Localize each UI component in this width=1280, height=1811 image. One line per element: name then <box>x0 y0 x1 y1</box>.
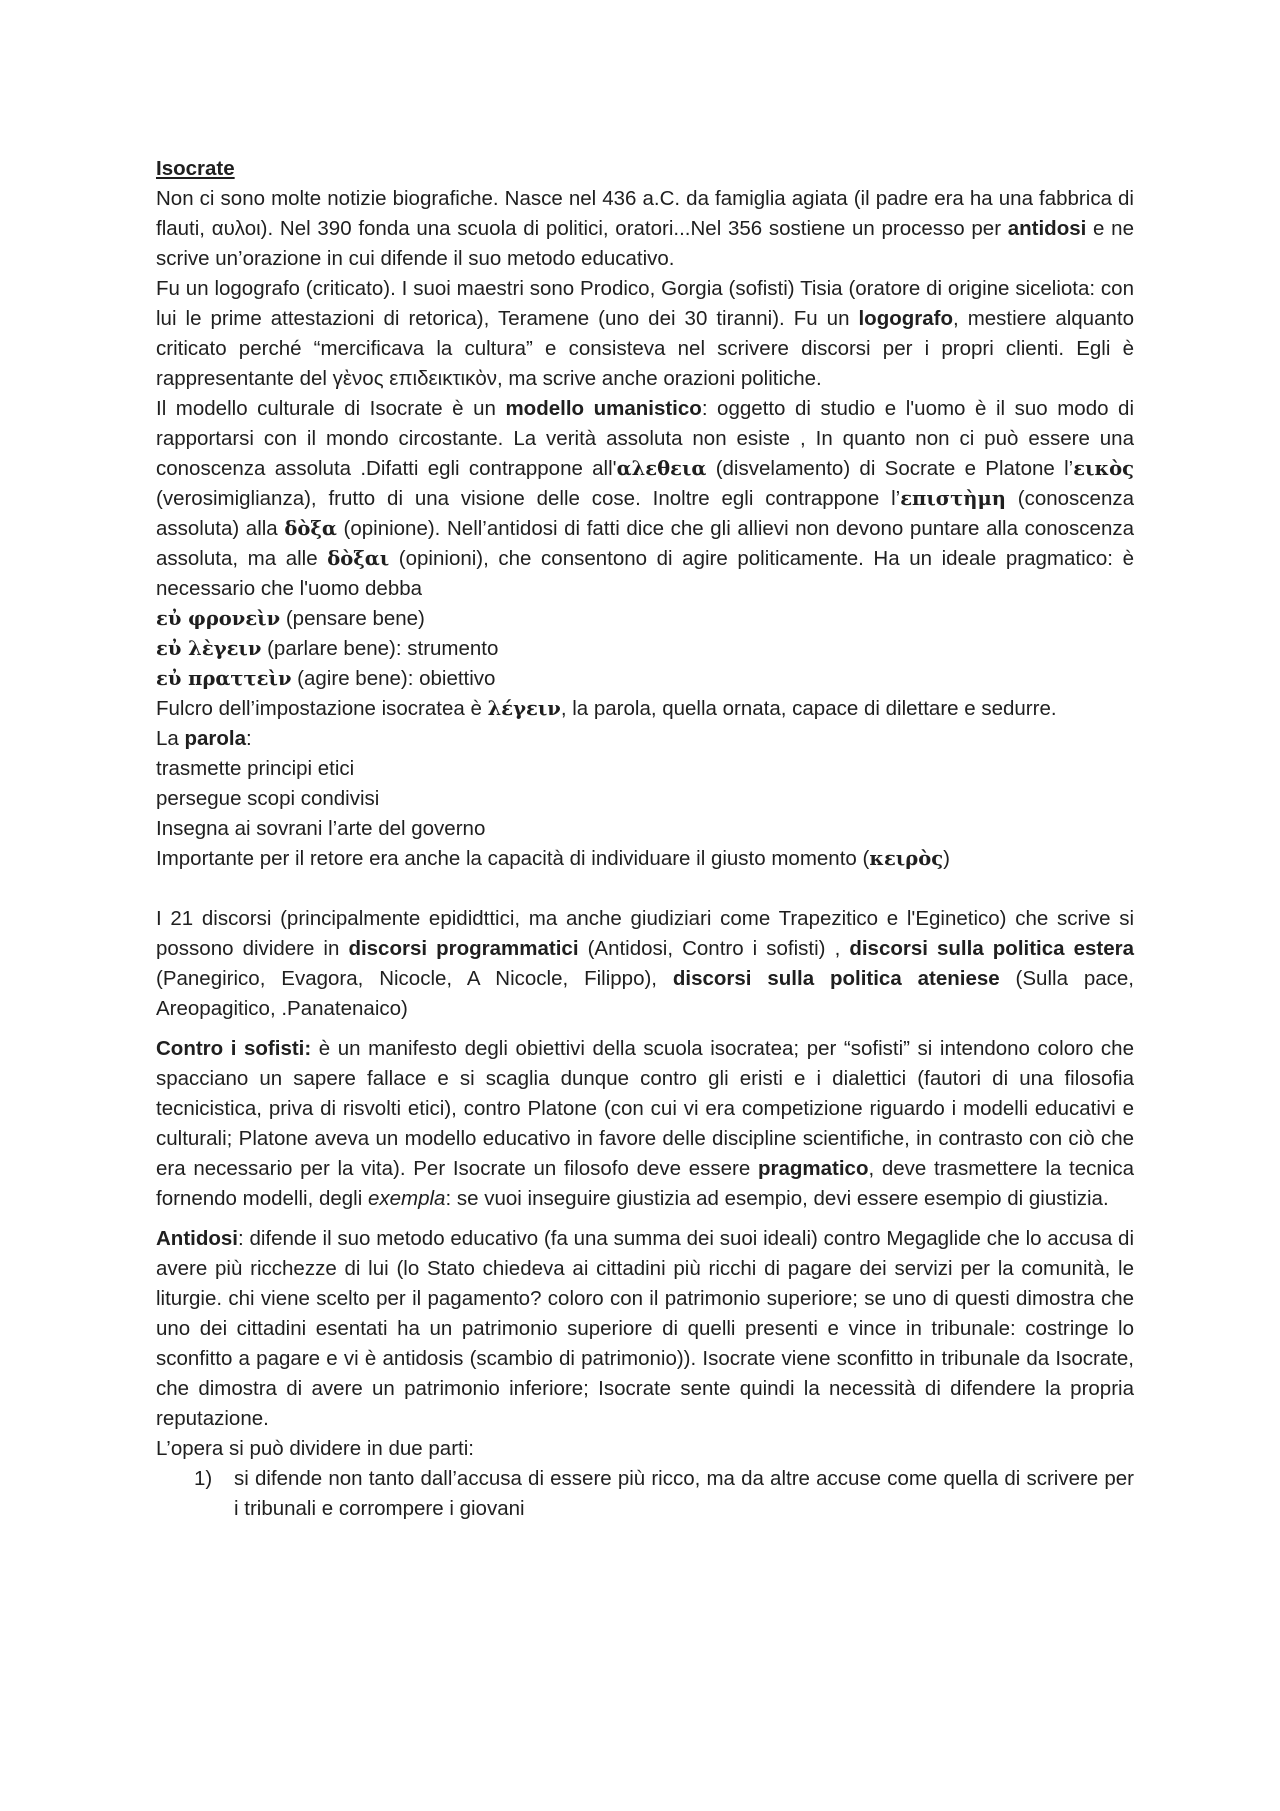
text-run: e ne scrive un’orazione in cui difende il suo metodo educativo. <box>156 217 1134 270</box>
bold-term: αλεθεια <box>616 457 707 480</box>
greek-term: εὐ φρονεὶν <box>156 607 281 630</box>
bold-term: επιστὴμη <box>900 487 1006 510</box>
text-run: I 21 discorsi (principalmente epididttici, ma anche giudiziari come Trapezitico e l'Eginetico) che scrive si possono dividere in <box>156 907 1134 960</box>
text-run: (opinioni), che consentono di agire politicamente. Ha un ideale pragmatico: è necessario che l'uomo debba <box>156 547 1134 600</box>
greek-term: λέγειν <box>487 697 561 720</box>
paragraph-fulcro <box>156 694 1134 724</box>
bold-term: εικὸς <box>1073 457 1134 480</box>
text-run: : oggetto di studio e l'uomo è il suo modo di rapportarsi con il mondo circostante. La verità assoluta non esiste , In quanto non ci può essere una conoscenza assoluta .Difatti egli contrappone all' <box>156 397 1134 480</box>
text-run: Il modello culturale di Isocrate è un <box>156 397 506 420</box>
eu-line-text: (parlare bene): strumento <box>261 637 499 660</box>
text-run: (conoscenza assoluta) alla <box>156 487 1134 540</box>
parola-text: : <box>246 727 252 750</box>
kairos-text: ) <box>943 847 950 870</box>
bold-term: antidosi <box>1007 217 1087 240</box>
text-run: (Sulla pace, Areopagitico, .Panatenaico) <box>156 967 1134 1020</box>
document-title: Isocrate <box>156 157 235 180</box>
fulcro-text: , la parola, quella ornata, capace di dilettare e sedurre. <box>560 697 1057 720</box>
parts-list <box>156 1464 1134 1524</box>
paragraph-kairos <box>156 844 1134 874</box>
paragraph-antidosi <box>156 1224 1134 1434</box>
parola-bold: parola <box>184 727 247 750</box>
text-run: , mestiere alquanto criticato perché “mercificava la cultura” e consisteva nel scrivere discorsi per i propri clienti. Egli è rappresentante del γὲνος επιδεικτικὸν, ma scrive anche orazioni politiche. <box>156 307 1134 390</box>
bold-term: discorsi sulla politica estera <box>849 937 1135 960</box>
document-page <box>156 154 1134 1524</box>
list-item-text: si difende non tanto dall’accusa di essere più ricco, ma da altre accuse come quella di scrivere per i tribunali e corrompere i giovani <box>234 1467 1134 1520</box>
kairos-text: Importante per il retore era anche la capacità di individuare il giusto momento ( <box>156 847 870 870</box>
bold-term: discorsi programmatici <box>348 937 579 960</box>
eu-line-text: (agire bene): obiettivo <box>291 667 496 690</box>
bold-term: logografo <box>858 307 953 330</box>
text-run: Fu un logografo (criticato). I suoi maestri sono Prodico, Gorgia (sofisti) Tisia (oratore di origine siceliota: con lui le prime attestazioni di retorica), Teramene (uno dei 30 tiranni). Fu un <box>156 277 1134 330</box>
text-run: (Antidosi, Contro i sofisti) , <box>578 937 850 960</box>
bold-term: δὸξαι <box>327 547 390 570</box>
italic-term: exempla <box>367 1187 446 1210</box>
list-number: 1) <box>194 1467 213 1490</box>
text-run: (opinione). Nell’antidosi di fatti dice che gli allievi non devono puntare alla conoscenza assoluta, ma alle <box>156 517 1134 570</box>
greek-term: κειρὸς <box>869 847 944 870</box>
eu-line-text: (pensare bene) <box>280 607 425 630</box>
text-run: (verosimiglianza), frutto di una visione delle cose. Inoltre egli contrappone l’ <box>156 487 901 510</box>
parola-text: La <box>156 727 185 750</box>
text-run: (disvelamento) di Socrate e Platone l’ <box>706 457 1074 480</box>
text-run: è un manifesto degli obiettivi della scuola isocratea; per “sofisti” si intendono coloro che spacciano un sapere fallace e si scaglia dunque contro gli eristi e i dialettici (fautori di una filosofia tecnicistica, priva di risvolti etici), contro Platone (con cui vi era competizione riguardo i modelli educativi e culturali; Platone aveva un modello educativo in favore delle discipline scientifiche, in contrasto con ciò che era necessario per la vita). Per Isocrate un filosofo deve essere <box>156 1037 1134 1180</box>
greek-term: εὐ πραττεὶν <box>156 667 292 690</box>
text-run: Non ci sono molte notizie biografiche. Nasce nel 436 a.C. da famiglia agiata (il padre era ha una fabbrica di flauti, αυλοι). Nel 390 fonda una scuola di politici, oratori...Nel 356 sostiene un processo per <box>156 187 1134 240</box>
parola-item: persegue scopi condivisi <box>156 787 380 810</box>
parola-item: trasmette principi etici <box>156 757 355 780</box>
fulcro-text: Fulcro dell’impostazione isocratea è <box>156 697 488 720</box>
parola-heading <box>156 724 1134 754</box>
bold-term: Antidosi <box>156 1227 238 1250</box>
bold-term: Contro i sofisti: <box>156 1037 312 1060</box>
bold-term: discorsi sulla politica ateniese <box>672 967 1000 990</box>
text-run: : se vuoi inseguire giustizia ad esempio, devi essere esempio di giustizia. <box>445 1187 1109 1210</box>
bold-term: pragmatico <box>757 1157 869 1180</box>
eu-line-phronein <box>156 604 1134 634</box>
paragraph-discorsi <box>156 904 1134 1024</box>
paragraph-biography <box>156 184 1134 274</box>
eu-line-legein <box>156 634 1134 664</box>
bold-term: δὸξα <box>284 517 337 540</box>
paragraph-contro-i-sofisti <box>156 1034 1134 1214</box>
bold-term: modello umanistico <box>505 397 702 420</box>
parola-item: Insegna ai sovrani l’arte del governo <box>156 817 486 840</box>
opera-intro: L’opera si può dividere in due parti: <box>156 1437 474 1460</box>
paragraph-logografo <box>156 274 1134 394</box>
eu-line-prattein <box>156 664 1134 694</box>
text-run: , deve trasmettere la tecnica fornendo modelli, degli <box>156 1157 1134 1210</box>
list-item <box>156 1464 1134 1524</box>
greek-term: εὐ λὲγειν <box>156 637 262 660</box>
paragraph-modello-umanistico <box>156 394 1134 604</box>
text-run: (Panegirico, Evagora, Nicocle, A Nicocle, Filippo), <box>156 967 673 990</box>
text-run: : difende il suo metodo educativo (fa una summa dei suoi ideali) contro Megaglide che lo accusa di avere più ricchezze di lui (lo Stato chiedeva ai cittadini più ricchi di pagare dei servizi per la comunità, le liturgie. chi viene scelto per il pagamento? coloro con il patrimonio superiore; se uno di questi dimostra che uno dei cittadini esentati ha un patrimonio superiore di quelli presenti e vince in tribunale: costringe lo sconfitto a pagare e vi è antidosis (scambio di patrimonio)). Isocrate viene sconfitto in tribunale da Isocrate, che dimostra di avere un patrimonio inferiore; Isocrate sente quindi la necessità di difendere la propria reputazione. <box>156 1227 1134 1430</box>
